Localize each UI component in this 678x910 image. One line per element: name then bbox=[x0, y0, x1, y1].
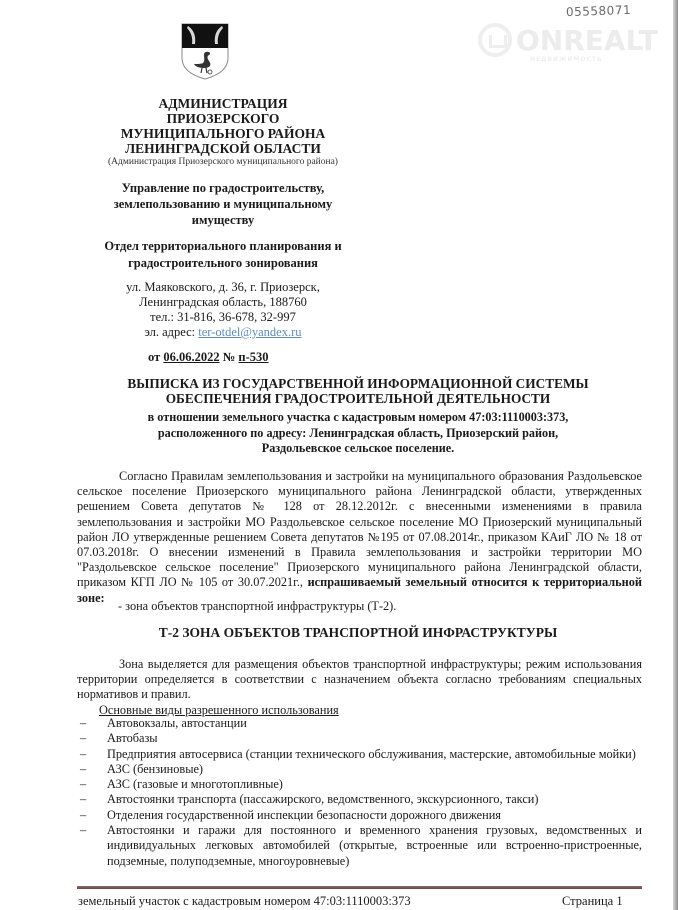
watermark-subtext: НЕДВИЖИМОСТЬ bbox=[530, 56, 603, 63]
dash-bullet: – bbox=[80, 731, 87, 746]
dash-bullet: – bbox=[80, 792, 87, 807]
paragraph-bold-tail: испрашиваемый земельный относится к территориальной зоне: bbox=[77, 575, 642, 605]
zone-description bbox=[77, 657, 642, 703]
email-line bbox=[78, 325, 368, 340]
subtitle-line: Раздольевское сельское поселение. bbox=[261, 441, 455, 455]
zone-description-text: Зона выделяется для размещения объектов транспортной инфраструктуры; режим использования территории определяется в соответствии с назначением объекта согласно требованиям специальных нормативов и правил. bbox=[77, 657, 642, 702]
handwritten-number: 05558071 bbox=[565, 2, 632, 20]
extract-subtitle bbox=[78, 410, 638, 457]
email-link[interactable]: ter-otdel@yandex.ru bbox=[198, 325, 302, 339]
phone-line: тел.: 31-816, 36-678, 32-997 bbox=[150, 310, 296, 324]
dept-line: землепользованию и муниципальному bbox=[113, 197, 333, 211]
scan-edge-shadow bbox=[673, 0, 678, 910]
title-line: ВЫПИСКА ИЗ ГОСУДАРСТВЕННОЙ ИНФОРМАЦИОННОЙ СИСТЕМЫ bbox=[127, 376, 589, 391]
zone-item: - зона объектов транспортной инфраструктуры (Т-2). bbox=[118, 599, 397, 613]
number-prefix: № bbox=[222, 350, 236, 364]
dept-line: имуществу bbox=[191, 213, 255, 227]
dash-bullet: – bbox=[80, 807, 87, 822]
subtitle-line: в отношении земельного участка с кадастровым номером 47:03:1110003:373, bbox=[147, 410, 569, 424]
administration-title bbox=[78, 96, 368, 168]
dash-bullet: – bbox=[80, 823, 87, 838]
body-paragraph bbox=[77, 469, 642, 606]
document-number: п-530 bbox=[238, 350, 269, 364]
title-line: ОБЕСПЕЧЕНИЯ ГРАДОСТРОИТЕЛЬНОЙ ДЕЯТЕЛЬНОСТИ bbox=[165, 390, 551, 406]
address-line: Ленинградская область, 188760 bbox=[139, 295, 307, 309]
admin-line: ПРИОЗЕРСКОГО bbox=[166, 111, 280, 126]
list-item: – Автостоянки транспорта (пассажирского, ведомственного, экскурсионного, такси) bbox=[77, 792, 642, 807]
admin-line: АДМИНИСТРАЦИЯ bbox=[158, 96, 288, 111]
date-prefix: от bbox=[148, 350, 161, 364]
list-item: – Предприятия автосервиса (станции технического обслуживания, мастерские, автомобильные мойки) bbox=[77, 747, 642, 762]
department-title bbox=[78, 180, 368, 228]
uses-heading: Основные виды разрешенного использования bbox=[99, 703, 339, 717]
office-line: градостроительного зонирования bbox=[128, 256, 318, 270]
house-logo-icon bbox=[478, 23, 512, 57]
uses-list bbox=[77, 716, 642, 869]
list-item: – Автостоянки и гаражи для постоянного и временного хранения грузовых, ведомственных и индивидуальных легковых автомобилей (открытые, встроенные или встроенно-пристроенные, подземные, полуподземные, многоуровневые) bbox=[77, 823, 642, 869]
list-item: – Отделения государственной инспекции безопасности дорожного движения bbox=[77, 808, 642, 823]
document-date: 06.06.2022 bbox=[163, 350, 220, 364]
list-item: – АЗС (газовые и многотопливные) bbox=[77, 777, 642, 792]
office-title bbox=[78, 238, 368, 272]
list-item: – Автобазы bbox=[77, 731, 642, 746]
email-label: эл. адрес: bbox=[144, 325, 196, 339]
watermark-text: ONREALT bbox=[516, 23, 658, 57]
extract-title bbox=[78, 377, 638, 406]
page-number: Страница 1 bbox=[562, 894, 623, 908]
watermark bbox=[478, 20, 678, 63]
address-line: ул. Маяковского, д. 36, г. Приозерск, bbox=[126, 280, 320, 294]
dash-bullet: – bbox=[80, 746, 87, 761]
dash-bullet: – bbox=[80, 777, 87, 792]
zone-heading: Т-2 ЗОНА ОБЪЕКТОВ ТРАНСПОРТНОЙ ИНФРАСТРУКТУРЫ bbox=[158, 625, 558, 640]
paragraph-text: Согласно Правилам землепользования и застройки на муниципального образования Раздольевское сельское поселение Приозерского муниципального района Ленинградской области, утвержденных решением Совета депутатов № 128 от 28.12.2012г. с внесенными изменениями в правила землепользования и застройки МО Раздольевское сельское поселение МО Приозерский муниципальный район ЛО утвержденные решением Совета депутатов №195 от 07.08.2014г., приказом КАиГ ЛО № 18 от 07.03.2018г. О внесении изменений в Правила землепользования и застройки территории МО "Раздольевское сельское поселение" Приозерского муниципального района Ленинградской области, приказом КГП ЛО № 105 от 30.07.2021г., bbox=[77, 469, 642, 590]
address-block bbox=[78, 280, 368, 340]
footer-rule bbox=[77, 886, 642, 889]
dash-bullet: – bbox=[80, 761, 87, 776]
document-date-number bbox=[148, 350, 269, 365]
dept-line: Управление по градостроительству, bbox=[121, 181, 325, 195]
footer-cadastral-text: земельный участок с кадастровым номером 47:03:1110003:373 bbox=[78, 894, 411, 908]
admin-line: МУНИЦИПАЛЬНОГО РАЙОНА bbox=[120, 126, 326, 141]
list-item: – Автовокзалы, автостанции bbox=[77, 716, 642, 731]
subtitle-line: расположенного по адресу: Ленинградская область, Приозерский район, bbox=[157, 425, 559, 440]
dash-bullet: – bbox=[80, 716, 87, 730]
office-line: Отдел территориального планирования и bbox=[104, 239, 342, 253]
admin-subtitle: (Администрация Приозерского муниципального района) bbox=[108, 157, 338, 167]
coat-of-arms-icon bbox=[180, 22, 230, 80]
admin-line: ЛЕНИНГРАДСКОЙ ОБЛАСТИ bbox=[125, 141, 321, 156]
list-item: – АЗС (бензиновые) bbox=[77, 762, 642, 777]
